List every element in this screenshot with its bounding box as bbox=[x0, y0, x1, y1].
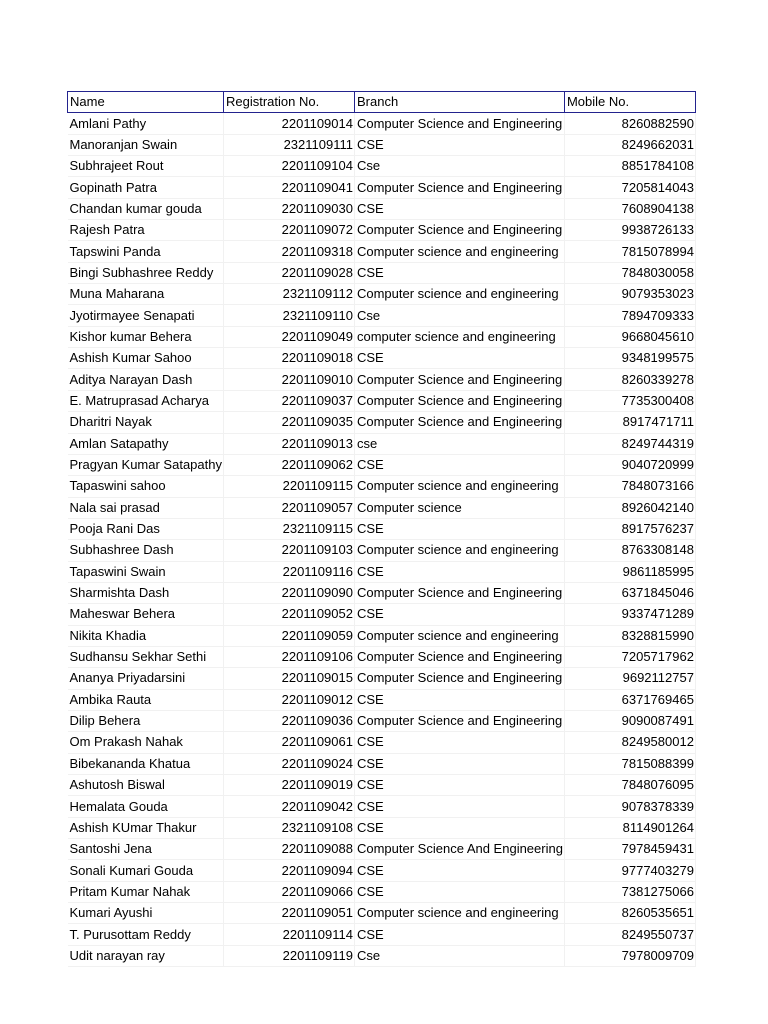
spreadsheet-table bbox=[67, 91, 696, 967]
table-row bbox=[68, 582, 696, 603]
table-row bbox=[68, 348, 696, 369]
cell-mobile-no: 7978459431 bbox=[564, 839, 695, 860]
cell-name: Amlan Satapathy bbox=[68, 433, 224, 454]
cell-branch: Computer Science and Engineering bbox=[354, 220, 564, 241]
cell-mobile-no: 7815088399 bbox=[564, 753, 695, 774]
table-row bbox=[68, 561, 696, 582]
cell-registration-no: 2201109104 bbox=[223, 156, 354, 177]
cell-mobile-no: 9668045610 bbox=[564, 326, 695, 347]
cell-mobile-no: 7848073166 bbox=[564, 476, 695, 497]
cell-mobile-no: 9348199575 bbox=[564, 348, 695, 369]
cell-registration-no: 2201109014 bbox=[223, 113, 354, 134]
cell-branch: Computer Science and Engineering bbox=[354, 668, 564, 689]
cell-name: Pooja Rani Das bbox=[68, 518, 224, 539]
cell-mobile-no: 8249662031 bbox=[564, 134, 695, 155]
cell-mobile-no: 9090087491 bbox=[564, 710, 695, 731]
cell-mobile-no: 7848030058 bbox=[564, 262, 695, 283]
cell-mobile-no: 8763308148 bbox=[564, 540, 695, 561]
table-row bbox=[68, 540, 696, 561]
cell-branch: Computer science bbox=[354, 497, 564, 518]
cell-mobile-no: 7894709333 bbox=[564, 305, 695, 326]
table-row bbox=[68, 903, 696, 924]
cell-name: Maheswar Behera bbox=[68, 604, 224, 625]
cell-registration-no: 2201109028 bbox=[223, 262, 354, 283]
cell-name: Kishor kumar Behera bbox=[68, 326, 224, 347]
table-row bbox=[68, 113, 696, 134]
column-header-name: Name bbox=[68, 92, 224, 113]
cell-name: Aditya Narayan Dash bbox=[68, 369, 224, 390]
cell-registration-no: 2201109103 bbox=[223, 540, 354, 561]
table-row bbox=[68, 732, 696, 753]
table-row bbox=[68, 198, 696, 219]
cell-registration-no: 2201109318 bbox=[223, 241, 354, 262]
cell-registration-no: 2201109115 bbox=[223, 476, 354, 497]
cell-mobile-no: 8260339278 bbox=[564, 369, 695, 390]
cell-name: Ashish KUmar Thakur bbox=[68, 817, 224, 838]
cell-branch: Cse bbox=[354, 156, 564, 177]
table-row bbox=[68, 412, 696, 433]
cell-registration-no: 2201109018 bbox=[223, 348, 354, 369]
cell-mobile-no: 8917576237 bbox=[564, 518, 695, 539]
cell-branch: Computer science and engineering bbox=[354, 903, 564, 924]
cell-name: Pragyan Kumar Satapathy bbox=[68, 454, 224, 475]
cell-mobile-no: 9777403279 bbox=[564, 860, 695, 881]
cell-branch: CSE bbox=[354, 753, 564, 774]
cell-branch: Computer science and engineering bbox=[354, 476, 564, 497]
cell-branch: Computer Science and Engineering bbox=[354, 369, 564, 390]
cell-mobile-no: 9692112757 bbox=[564, 668, 695, 689]
cell-registration-no: 2201109010 bbox=[223, 369, 354, 390]
cell-mobile-no: 9861185995 bbox=[564, 561, 695, 582]
cell-registration-no: 2201109036 bbox=[223, 710, 354, 731]
cell-branch: CSE bbox=[354, 348, 564, 369]
cell-name: Sudhansu Sekhar Sethi bbox=[68, 646, 224, 667]
cell-registration-no: 2201109057 bbox=[223, 497, 354, 518]
cell-registration-no: 2201109119 bbox=[223, 945, 354, 966]
cell-branch: CSE bbox=[354, 860, 564, 881]
header-row bbox=[68, 92, 696, 113]
cell-branch: CSE bbox=[354, 518, 564, 539]
cell-branch: Computer science and engineering bbox=[354, 625, 564, 646]
cell-name: Tapswini Panda bbox=[68, 241, 224, 262]
cell-mobile-no: 9337471289 bbox=[564, 604, 695, 625]
cell-name: Santoshi Jena bbox=[68, 839, 224, 860]
cell-mobile-no: 7848076095 bbox=[564, 775, 695, 796]
cell-registration-no: 2201109059 bbox=[223, 625, 354, 646]
cell-registration-no: 2201109035 bbox=[223, 412, 354, 433]
cell-name: Rajesh Patra bbox=[68, 220, 224, 241]
cell-mobile-no: 9040720999 bbox=[564, 454, 695, 475]
cell-branch: CSE bbox=[354, 796, 564, 817]
cell-name: Manoranjan Swain bbox=[68, 134, 224, 155]
cell-name: Hemalata Gouda bbox=[68, 796, 224, 817]
cell-mobile-no: 6371769465 bbox=[564, 689, 695, 710]
table-row bbox=[68, 881, 696, 902]
cell-name: Amlani Pathy bbox=[68, 113, 224, 134]
cell-branch: CSE bbox=[354, 604, 564, 625]
cell-name: Om Prakash Nahak bbox=[68, 732, 224, 753]
cell-name: Muna Maharana bbox=[68, 284, 224, 305]
cell-name: T. Purusottam Reddy bbox=[68, 924, 224, 945]
cell-branch: CSE bbox=[354, 924, 564, 945]
cell-mobile-no: 8114901264 bbox=[564, 817, 695, 838]
cell-registration-no: 2201109090 bbox=[223, 582, 354, 603]
table-row bbox=[68, 454, 696, 475]
cell-name: Jyotirmayee Senapati bbox=[68, 305, 224, 326]
cell-mobile-no: 7381275066 bbox=[564, 881, 695, 902]
table-row bbox=[68, 796, 696, 817]
cell-name: Tapaswini sahoo bbox=[68, 476, 224, 497]
cell-registration-no: 2201109116 bbox=[223, 561, 354, 582]
table-row bbox=[68, 625, 696, 646]
table-row bbox=[68, 262, 696, 283]
cell-mobile-no: 7978009709 bbox=[564, 945, 695, 966]
cell-registration-no: 2321109110 bbox=[223, 305, 354, 326]
cell-mobile-no: 7815078994 bbox=[564, 241, 695, 262]
table-row bbox=[68, 924, 696, 945]
cell-registration-no: 2201109052 bbox=[223, 604, 354, 625]
cell-branch: CSE bbox=[354, 689, 564, 710]
cell-branch: Cse bbox=[354, 945, 564, 966]
cell-branch: CSE bbox=[354, 732, 564, 753]
table-row bbox=[68, 710, 696, 731]
cell-branch: CSE bbox=[354, 881, 564, 902]
cell-name: Kumari Ayushi bbox=[68, 903, 224, 924]
column-header-branch: Branch bbox=[354, 92, 564, 113]
cell-branch: Computer Science and Engineering bbox=[354, 177, 564, 198]
cell-registration-no: 2201109062 bbox=[223, 454, 354, 475]
cell-branch: computer science and engineering bbox=[354, 326, 564, 347]
cell-registration-no: 2201109024 bbox=[223, 753, 354, 774]
cell-branch: Computer Science and Engineering bbox=[354, 113, 564, 134]
cell-name: Chandan kumar gouda bbox=[68, 198, 224, 219]
table-row bbox=[68, 390, 696, 411]
cell-mobile-no: 7608904138 bbox=[564, 198, 695, 219]
cell-registration-no: 2201109061 bbox=[223, 732, 354, 753]
cell-mobile-no: 8917471711 bbox=[564, 412, 695, 433]
cell-branch: Computer Science and Engineering bbox=[354, 646, 564, 667]
cell-mobile-no: 9938726133 bbox=[564, 220, 695, 241]
cell-branch: Computer Science and Engineering bbox=[354, 412, 564, 433]
cell-mobile-no: 7205717962 bbox=[564, 646, 695, 667]
table-row bbox=[68, 945, 696, 966]
cell-mobile-no: 8249550737 bbox=[564, 924, 695, 945]
cell-registration-no: 2201109019 bbox=[223, 775, 354, 796]
cell-registration-no: 2201109051 bbox=[223, 903, 354, 924]
table-row bbox=[68, 284, 696, 305]
table-body bbox=[68, 113, 696, 967]
table-row bbox=[68, 839, 696, 860]
cell-branch: Computer science and engineering bbox=[354, 284, 564, 305]
table-row bbox=[68, 476, 696, 497]
table-row bbox=[68, 497, 696, 518]
cell-mobile-no: 8249580012 bbox=[564, 732, 695, 753]
cell-branch: CSE bbox=[354, 561, 564, 582]
cell-branch: CSE bbox=[354, 262, 564, 283]
cell-name: Bibekananda Khatua bbox=[68, 753, 224, 774]
cell-mobile-no: 7735300408 bbox=[564, 390, 695, 411]
cell-registration-no: 2321109108 bbox=[223, 817, 354, 838]
cell-branch: Computer Science and Engineering bbox=[354, 710, 564, 731]
cell-registration-no: 2201109094 bbox=[223, 860, 354, 881]
table-row bbox=[68, 220, 696, 241]
table-row bbox=[68, 326, 696, 347]
cell-name: Subhrajeet Rout bbox=[68, 156, 224, 177]
cell-name: Dharitri Nayak bbox=[68, 412, 224, 433]
table-row bbox=[68, 177, 696, 198]
cell-branch: CSE bbox=[354, 454, 564, 475]
cell-branch: Computer Science and Engineering bbox=[354, 582, 564, 603]
cell-name: Ashutosh Biswal bbox=[68, 775, 224, 796]
cell-name: Nikita Khadia bbox=[68, 625, 224, 646]
column-header-registration: Registration No. bbox=[223, 92, 354, 113]
table-row bbox=[68, 775, 696, 796]
cell-name: Nala sai prasad bbox=[68, 497, 224, 518]
cell-registration-no: 2201109049 bbox=[223, 326, 354, 347]
cell-mobile-no: 8926042140 bbox=[564, 497, 695, 518]
cell-name: Ashish Kumar Sahoo bbox=[68, 348, 224, 369]
table-row bbox=[68, 305, 696, 326]
cell-registration-no: 2321109111 bbox=[223, 134, 354, 155]
table-row bbox=[68, 433, 696, 454]
cell-branch: CSE bbox=[354, 198, 564, 219]
cell-name: Gopinath Patra bbox=[68, 177, 224, 198]
cell-mobile-no: 9078378339 bbox=[564, 796, 695, 817]
table-row bbox=[68, 518, 696, 539]
cell-branch: cse bbox=[354, 433, 564, 454]
cell-registration-no: 2201109072 bbox=[223, 220, 354, 241]
cell-registration-no: 2201109013 bbox=[223, 433, 354, 454]
table-row bbox=[68, 241, 696, 262]
table-row bbox=[68, 689, 696, 710]
cell-mobile-no: 8249744319 bbox=[564, 433, 695, 454]
table-row bbox=[68, 156, 696, 177]
cell-mobile-no: 9079353023 bbox=[564, 284, 695, 305]
cell-registration-no: 2201109106 bbox=[223, 646, 354, 667]
cell-branch: Computer Science And Engineering bbox=[354, 839, 564, 860]
cell-registration-no: 2321109112 bbox=[223, 284, 354, 305]
cell-registration-no: 2201109066 bbox=[223, 881, 354, 902]
cell-name: Udit narayan ray bbox=[68, 945, 224, 966]
cell-registration-no: 2201109015 bbox=[223, 668, 354, 689]
cell-registration-no: 2201109012 bbox=[223, 689, 354, 710]
table-row bbox=[68, 753, 696, 774]
cell-name: Tapaswini Swain bbox=[68, 561, 224, 582]
column-header-mobile: Mobile No. bbox=[564, 92, 695, 113]
table-row bbox=[68, 646, 696, 667]
cell-branch: CSE bbox=[354, 775, 564, 796]
cell-registration-no: 2201109088 bbox=[223, 839, 354, 860]
cell-name: E. Matruprasad Acharya bbox=[68, 390, 224, 411]
table-row bbox=[68, 668, 696, 689]
cell-name: Sonali Kumari Gouda bbox=[68, 860, 224, 881]
table-row bbox=[68, 860, 696, 881]
cell-branch: Computer science and engineering bbox=[354, 540, 564, 561]
cell-name: Ananya Priyadarsini bbox=[68, 668, 224, 689]
cell-branch: CSE bbox=[354, 134, 564, 155]
cell-branch: Computer science and engineering bbox=[354, 241, 564, 262]
cell-mobile-no: 6371845046 bbox=[564, 582, 695, 603]
cell-branch: Cse bbox=[354, 305, 564, 326]
cell-registration-no: 2321109115 bbox=[223, 518, 354, 539]
table-row bbox=[68, 134, 696, 155]
cell-name: Sharmishta Dash bbox=[68, 582, 224, 603]
table-row bbox=[68, 604, 696, 625]
cell-branch: Computer Science and Engineering bbox=[354, 390, 564, 411]
cell-name: Subhashree Dash bbox=[68, 540, 224, 561]
table-row bbox=[68, 369, 696, 390]
cell-mobile-no: 8260882590 bbox=[564, 113, 695, 134]
cell-mobile-no: 8328815990 bbox=[564, 625, 695, 646]
cell-mobile-no: 8260535651 bbox=[564, 903, 695, 924]
cell-mobile-no: 8851784108 bbox=[564, 156, 695, 177]
cell-registration-no: 2201109042 bbox=[223, 796, 354, 817]
cell-name: Dilip Behera bbox=[68, 710, 224, 731]
cell-mobile-no: 7205814043 bbox=[564, 177, 695, 198]
cell-registration-no: 2201109041 bbox=[223, 177, 354, 198]
cell-registration-no: 2201109114 bbox=[223, 924, 354, 945]
cell-name: Ambika Rauta bbox=[68, 689, 224, 710]
cell-registration-no: 2201109030 bbox=[223, 198, 354, 219]
cell-name: Pritam Kumar Nahak bbox=[68, 881, 224, 902]
cell-branch: CSE bbox=[354, 817, 564, 838]
cell-registration-no: 2201109037 bbox=[223, 390, 354, 411]
cell-name: Bingi Subhashree Reddy bbox=[68, 262, 224, 283]
table-row bbox=[68, 817, 696, 838]
